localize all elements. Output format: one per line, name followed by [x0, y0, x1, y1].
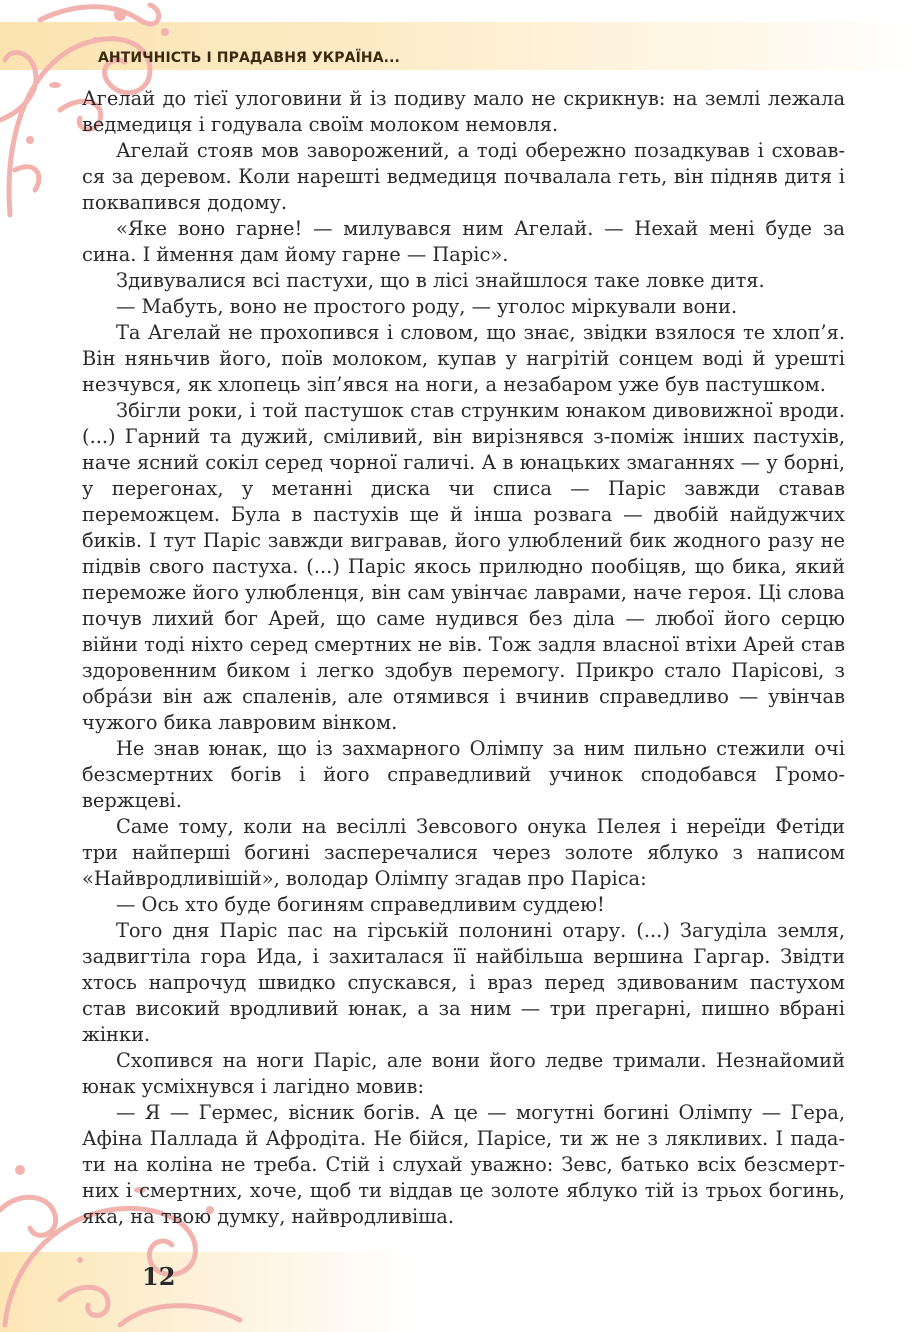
paragraph: — Я — Гермес, вісник богів. А це — могутні богині Олімпу — Гера, Афіна Паллада й Афродіта. Не бійся, Парісе, ти ж не з лякливих. І падати на коліна не треба. Стій і слухай уважно: Зевс, батько всіх безсмертних і смертних, хоче, щоб ти віддав це золоте яблуко тій із трьох богинь, яка, на твою думку, найвродливіша. — [82, 1101, 845, 1228]
paragraph: «Яке воно гарне! — милувався ним Агелай. — Нехай мені буде за сина. І ймення дам йому гарне — Паріс». — [82, 217, 845, 266]
paragraph: Агелай стояв мов заворожений, а тоді обережно позадкував і сховався за деревом. Коли нарешті ведмедиця почвалала геть, він підняв дитя і поквапився додому. — [82, 139, 845, 214]
paragraph: Саме тому, коли на весіллі Зевсового онука Пелея і нереїди Фетіди три найперші богині засперечалися через золоте яблуко з написом «Найвродливішій», володар Олімпу згадав про Паріса: — [82, 815, 845, 890]
paragraph: Та Агелай не прохопився і словом, що знає, звідки взялося те хлоп’я. Він няньчив його, поїв молоком, купав у нагрітій сонцем воді й урешті незчувся, як хлопець зіп’явся на ноги, а незабаром уже був пастушком. — [82, 321, 845, 396]
page-header-title: АНТИЧНІСТЬ І ПРАДАВНЯ УКРАЇНА... — [98, 50, 400, 66]
paragraph: Збігли роки, і той пастушок став струнким юнаком дивовижної вроди. (...) Гарний та дужий, сміливий, він вирізнявся з-поміж інших пастухів, наче ясний сокіл серед чорної галичі. А в юнацьких змаганнях — у борні, у перегонах, у метанні диска чи списа — Паріс завжди ставав переможцем. Була в пастухів ще й інша розвага — двобій найдужчих биків. І тут Паріс завжди вигравав, його улюблений бик жодного разу не підвів свого пастуха. (...) Паріс якось прилюдно пообіцяв, що бика, який переможе його улюбленця, він сам увінчає лаврами, наче героя. Ці слова почув лихий бог Арей, що саме нудився без діла — любої його серцю війни тоді ніхто серед смертних не вів. Тож задля власної втіхи Арей став здоровенним биком і легко здобув перемогу. Прикро стало Парісові, з обрáзи він аж спаленів, але отямився і вчинив справедливо — увінчав чужого бика лавровим вінком. — [82, 399, 845, 734]
paragraph: Здивувалися всі пастухи, що в лісі знайшлося таке ловке дитя. — [116, 269, 765, 292]
paragraph: Того дня Паріс пас на гірській полонині отару. (...) Загуділа земля, задвигтіла гора Ида, і захиталася її найбільша вершина Гаргар. Звідти хтось напрочуд швидко спускався, і враз перед здивованим пастухом став високий вродливий юнак, а за ним — три прегарні, пишно вбрані жінки. — [82, 919, 845, 1046]
page-number: 12 — [142, 1262, 176, 1291]
paragraph: Агелай до тієї улоговини й із подиву мало не скрикнув: на землі лежала ведмедиця і годувала своїм молоком немовля. — [82, 87, 845, 136]
paragraph: Не знав юнак, що із захмарного Олімпу за ним пильно стежили очі безсмертних богів і його справедливий учинок сподобався Громовержцеві. — [82, 737, 845, 812]
paragraph: Схопився на ноги Паріс, але вони його ледве тримали. Незнайомий юнак усміхнувся і лагідно мовив: — [82, 1049, 845, 1098]
paragraph: — Мабуть, воно не простого роду, — уголос міркували вони. — [116, 295, 738, 318]
paragraph: — Ось хто буде богиням справедливим суддею! — [116, 893, 605, 916]
story-text — [82, 86, 845, 1230]
